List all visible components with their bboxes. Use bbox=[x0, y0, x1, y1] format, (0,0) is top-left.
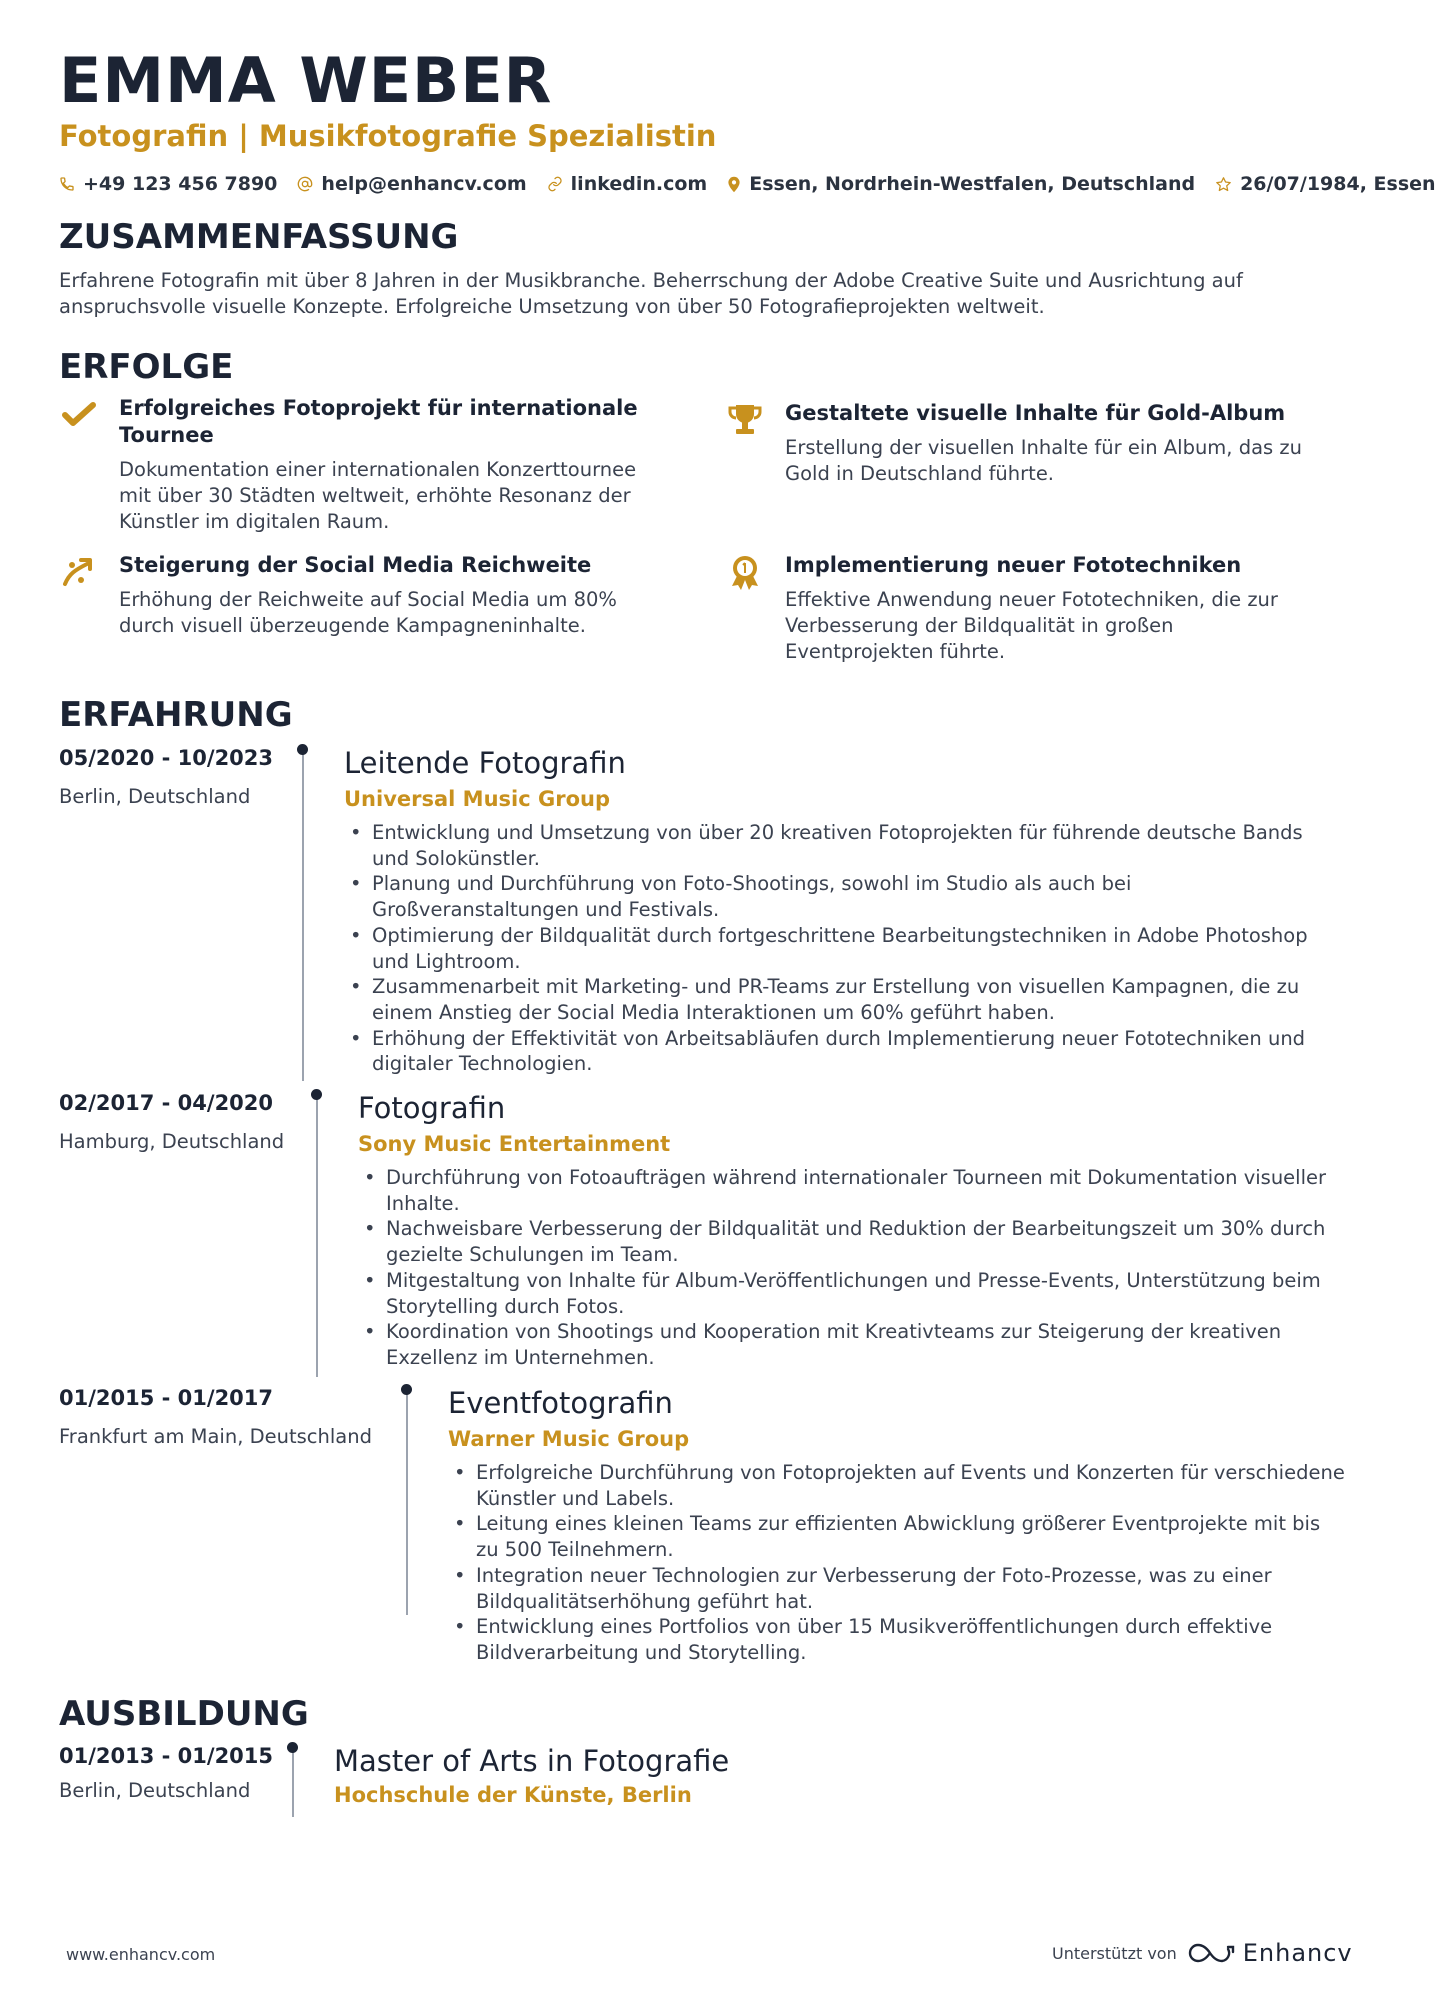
timeline-line bbox=[302, 749, 304, 1081]
job-bullet: • Entwicklung und Umsetzung von über 20 kreativen Fotoprojekten für führende deutsche Bands und Solokünstler. bbox=[344, 820, 1344, 871]
footer-website[interactable]: www.enhancv.com bbox=[66, 1945, 216, 1964]
job-role: Fotografin bbox=[358, 1091, 506, 1125]
job-bullet: • Erfolgreiche Durchführung von Fotoprojekten auf Events und Konzerten für verschiedene Künstler und Labels. bbox=[448, 1460, 1348, 1511]
trophy-icon bbox=[725, 400, 765, 440]
timeline-dot bbox=[401, 1384, 412, 1395]
summary-text: Erfahrene Fotografin mit über 8 Jahren in der Musikbranche. Beherrschung der Adobe Creative Suite und Ausrichtung auf anspruchsvolle visuelle Konzepte. Erfolgreiche Umsetzung von über 50 Fotografieprojekten weltweit. bbox=[59, 269, 1243, 318]
footer-powered-by bbox=[1052, 1935, 1353, 1971]
contact-text: +49 123 456 7890 bbox=[83, 173, 278, 195]
contact-email[interactable] bbox=[297, 173, 526, 195]
contact-linkedin[interactable] bbox=[547, 173, 708, 195]
job-bullet: • Erhöhung der Effektivität von Arbeitsabläufen durch Implementierung neuer Fototechniken und digitaler Technologien. bbox=[344, 1026, 1344, 1077]
contact-birthdate bbox=[1215, 173, 1435, 195]
achievement-item bbox=[725, 552, 1325, 665]
job-role: Leitende Fotografin bbox=[344, 746, 626, 780]
job-bullet: • Planung und Durchführung von Foto-Shootings, sowohl im Studio als auch bei Großveranstaltungen und Festivals. bbox=[344, 871, 1344, 922]
achievement-text: Erhöhung der Reichweite auf Social Media um 80% durch visuell überzeugende Kampagneninhalte. bbox=[119, 588, 617, 637]
footer-brand: Enhancv bbox=[1242, 1939, 1353, 1967]
contact-text: Essen, Nordrhein-Westfalen, Deutschland bbox=[749, 173, 1196, 195]
job-bullet: • Leitung eines kleinen Teams zur effizienten Abwicklung größerer Eventprojekte mit bis zu 500 Teilnehmern. bbox=[448, 1511, 1348, 1562]
education-degree: Master of Arts in Fotografie bbox=[334, 1744, 730, 1778]
education-dates: 01/2013 - 01/2015 bbox=[59, 1744, 274, 1768]
star-icon bbox=[1215, 176, 1232, 193]
timeline-dot bbox=[311, 1089, 322, 1100]
at-icon bbox=[297, 176, 313, 192]
timeline-dot bbox=[297, 744, 308, 755]
job-bullet: • Koordination von Shootings und Kooperation mit Kreativteams zur Steigerung der kreativen Exzellenz im Unternehmen. bbox=[358, 1319, 1348, 1370]
achievement-item bbox=[725, 400, 1325, 487]
contact-text: help@enhancv.com bbox=[321, 173, 527, 195]
achievement-item bbox=[59, 395, 659, 535]
education-school: Hochschule der Künste, Berlin bbox=[334, 1783, 692, 1807]
job-dates: 01/2015 - 01/2017 bbox=[59, 1386, 274, 1410]
job-company: Universal Music Group bbox=[344, 787, 610, 811]
job-location: Frankfurt am Main, Deutschland bbox=[59, 1425, 372, 1448]
contact-text: 26/07/1984, Essen bbox=[1240, 173, 1436, 195]
education-location: Berlin, Deutschland bbox=[59, 1779, 251, 1802]
footer-powered-label: Unterstützt von bbox=[1052, 1943, 1177, 1963]
phone-icon bbox=[59, 176, 75, 192]
achievement-title: Gestaltete visuelle Inhalte für Gold-Album bbox=[785, 401, 1286, 425]
section-title-summary: ZUSAMMENFASSUNG bbox=[59, 217, 459, 257]
section-title-achievements: ERFOLGE bbox=[59, 347, 234, 387]
growth-arrow-icon bbox=[59, 552, 99, 592]
job-location: Hamburg, Deutschland bbox=[59, 1130, 285, 1153]
enhancv-logo-icon bbox=[1189, 1941, 1235, 1965]
link-icon bbox=[547, 176, 563, 192]
job-bullet: • Optimierung der Bildqualität durch fortgeschrittene Bearbeitungstechniken in Adobe Photoshop und Lightroom. bbox=[344, 923, 1344, 974]
achievement-title: Steigerung der Social Media Reichweite bbox=[119, 553, 592, 577]
job-bullet: • Durchführung von Fotoaufträgen während internationaler Tourneen mit Dokumentation visueller Inhalte. bbox=[358, 1165, 1348, 1216]
job-company: Warner Music Group bbox=[448, 1427, 690, 1451]
job-bullet: • Entwicklung eines Portfolios von über 15 Musikveröffentlichungen durch effektive Bildverarbeitung und Storytelling. bbox=[448, 1614, 1348, 1665]
section-title-education: AUSBILDUNG bbox=[59, 1694, 309, 1734]
job-bullet-list bbox=[344, 820, 1344, 1077]
job-bullet: • Zusammenarbeit mit Marketing- und PR-Teams zur Erstellung von visuellen Kampagnen, die zu einem Anstieg der Social Media Interaktionen um 60% geführt haben. bbox=[344, 974, 1344, 1025]
job-bullet: • Integration neuer Technologien zur Verbesserung der Foto-Prozesse, was zu einer Bildqualitätserhöhung geführt hat. bbox=[448, 1563, 1348, 1614]
contact-bar bbox=[59, 170, 1456, 198]
job-bullet: • Mitgestaltung von Inhalte für Album-Veröffentlichungen und Presse-Events, Unterstützung beim Storytelling durch Fotos. bbox=[358, 1268, 1348, 1319]
checkmark-icon bbox=[59, 395, 99, 435]
contact-location bbox=[727, 173, 1195, 195]
timeline-line bbox=[406, 1389, 408, 1615]
achievement-text: Dokumentation einer internationalen Konzerttournee mit über 30 Städten weltweit, erhöhte Resonanz der Künstler im digitalen Raum. bbox=[119, 458, 637, 533]
job-bullet-list bbox=[448, 1460, 1348, 1666]
section-title-experience: ERFAHRUNG bbox=[59, 695, 293, 735]
timeline-dot bbox=[287, 1742, 298, 1753]
achievement-title: Implementierung neuer Fototechniken bbox=[785, 553, 1242, 577]
contact-phone[interactable] bbox=[59, 173, 277, 195]
job-company: Sony Music Entertainment bbox=[358, 1132, 671, 1156]
achievement-item bbox=[59, 552, 659, 639]
award-medal-icon bbox=[725, 552, 765, 592]
achievement-text: Erstellung der visuellen Inhalte für ein Album, das zu Gold in Deutschland führte. bbox=[785, 436, 1302, 485]
timeline-line bbox=[316, 1094, 318, 1377]
contact-text: linkedin.com bbox=[570, 173, 708, 195]
candidate-name: EMMA WEBER bbox=[59, 44, 553, 117]
achievement-text: Effektive Anwendung neuer Fototechniken, die zur Verbesserung der Bildqualität in großen Eventprojekten führte. bbox=[785, 588, 1278, 663]
job-bullet-list bbox=[358, 1165, 1348, 1371]
candidate-title: Fotografin | Musikfotografie Spezialistin bbox=[59, 119, 717, 153]
job-dates: 05/2020 - 10/2023 bbox=[59, 746, 274, 770]
job-dates: 02/2017 - 04/2020 bbox=[59, 1091, 274, 1115]
job-location: Berlin, Deutschland bbox=[59, 785, 251, 808]
job-bullet: • Nachweisbare Verbesserung der Bildqualität und Reduktion der Bearbeitungszeit um 30% durch gezielte Schulungen im Team. bbox=[358, 1216, 1348, 1267]
timeline-line bbox=[292, 1747, 294, 1817]
achievement-title: Erfolgreiches Fotoprojekt für internationale Tournee bbox=[119, 396, 638, 447]
location-pin-icon bbox=[727, 176, 741, 193]
job-role: Eventfotografin bbox=[448, 1386, 673, 1420]
